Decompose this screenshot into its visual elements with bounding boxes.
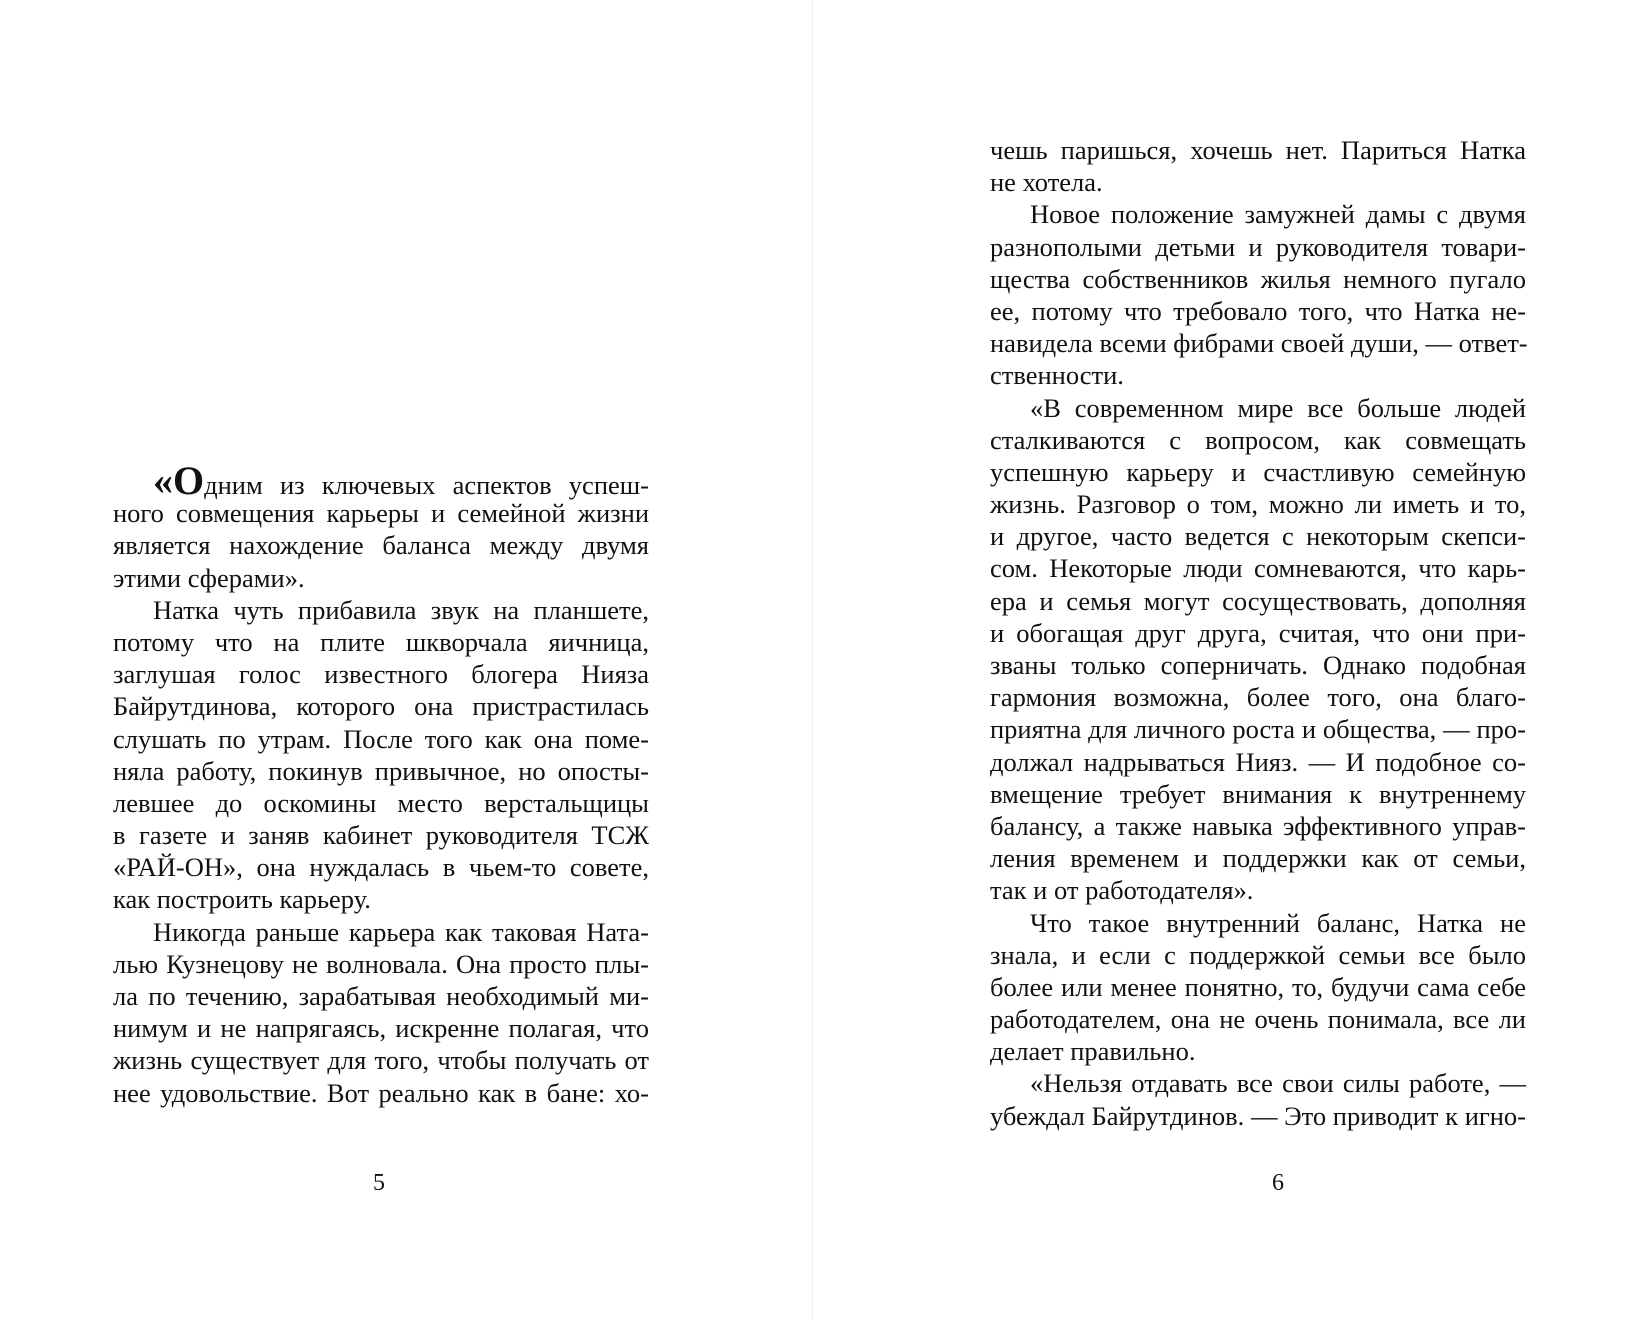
text-line: Что такое внутренний баланс, Натка не xyxy=(1030,907,1526,938)
text-line: Никогда раньше карьера как таковая Ната- xyxy=(153,916,649,947)
text-line: этими сферами». xyxy=(113,562,305,593)
text-line: как построить карьеру. xyxy=(113,884,371,915)
paragraph xyxy=(113,916,649,1109)
text-line: нее удовольствие. Вот реально как в бане: хо- xyxy=(113,1077,649,1108)
text-line: ственности. xyxy=(990,360,1124,391)
text-line: жизнь. Разговор о том, можно ли иметь и то, xyxy=(990,489,1526,520)
text-line: слушать по утрам. После того как она поме- xyxy=(113,723,649,754)
left-text-block xyxy=(113,458,649,1109)
text-line: ления временем и поддержки как от семьи, xyxy=(990,843,1526,874)
text-line: не хотела. xyxy=(990,167,1103,198)
text-line: является нахождение баланса между двумя xyxy=(113,530,649,561)
text-line: Байрутдинова, которого она пристрастилась xyxy=(113,691,649,722)
text-line: разнополыми детьми и руководителя товари- xyxy=(990,231,1526,262)
text-line: в газете и заняв кабинет руководителя ТСЖ xyxy=(113,820,649,851)
text-line: Натка чуть прибавила звук на планшете, xyxy=(153,594,649,625)
text-line: «РАЙ-ОН», она нуждалась в чьем-то совете, xyxy=(113,852,649,883)
paragraph xyxy=(990,198,1526,391)
text-line: работодателем, она не очень понимала, все ли xyxy=(990,1004,1526,1035)
text-line: лью Кузнецову не волновала. Она просто плы- xyxy=(113,948,649,979)
text-line: знала, и если с поддержкой семьи все было xyxy=(990,939,1526,970)
text-line: заглушая голос известного блогера Нияза xyxy=(113,659,649,690)
left-page xyxy=(0,0,812,1318)
drop-cap: «О xyxy=(153,458,205,503)
text-line: «В современном мире все больше людей xyxy=(1030,392,1526,423)
text-line: балансу, а также навыка эффективного управ- xyxy=(990,810,1526,841)
text-line: приятна для личного роста и общества, — про- xyxy=(990,714,1526,745)
text-line: и другое, часто ведется с некоторым скепси- xyxy=(990,521,1526,552)
text-line: ера и семья могут сосуществовать, дополняя xyxy=(990,585,1526,616)
text-line: Новое положение замужней дамы с двумя xyxy=(1030,199,1526,230)
text-line: вмещение требует внимания к внутреннему xyxy=(990,778,1526,809)
text-line: ного совмещения карьеры и семейной жизни xyxy=(113,498,649,529)
text-line: щества собственников жилья немного пугало xyxy=(990,263,1526,294)
text-line-content: дним из ключевых аспектов успеш- xyxy=(204,470,649,500)
paragraph xyxy=(990,392,1526,907)
text-line: более или менее понятно, то, будучи сама себе xyxy=(990,971,1526,1002)
text-line: потому что на плите шкворчала яичница, xyxy=(113,626,649,657)
text-line: делает правильно. xyxy=(990,1036,1196,1067)
page-number-right: 6 xyxy=(1272,1170,1284,1196)
paragraph xyxy=(990,134,1526,198)
text-line: чешь паришься, хочешь нет. Париться Натка xyxy=(990,135,1526,165)
text-line: сом. Некоторые люди сомневаются, что карь- xyxy=(990,553,1526,584)
text-line: званы только соперничать. Однако подобная xyxy=(990,650,1526,680)
paragraph xyxy=(990,1067,1526,1131)
paragraph xyxy=(113,594,649,916)
text-line: ла по течению, зарабатывая необходимый ми- xyxy=(113,981,649,1011)
text-line: няла работу, покинув привычное, но опосты- xyxy=(113,755,649,786)
text-line: так и от работодателя». xyxy=(990,875,1254,906)
text-line: «Нельзя отдавать все свои силы работе, — xyxy=(1030,1068,1526,1099)
text-line: должал надрываться Нияз. — И подобное со- xyxy=(990,746,1526,777)
text-line xyxy=(113,458,649,503)
page-number-left: 5 xyxy=(373,1170,385,1196)
text-line: навидела всеми фибрами своей души, — ответ- xyxy=(990,328,1528,359)
text-line: гармония возможна, более того, она благо- xyxy=(990,682,1526,713)
paragraph xyxy=(113,458,649,594)
right-text-block xyxy=(990,134,1526,1132)
text-line: сталкиваются с вопросом, как совмещать xyxy=(990,424,1526,455)
text-line: убеждал Байрутдинов. — Это приводит к игно- xyxy=(990,1100,1526,1131)
text-line: ее, потому что требовало того, что Натка не- xyxy=(990,295,1526,326)
paragraph xyxy=(990,907,1526,1068)
text-line: жизнь существует для того, чтобы получать от xyxy=(113,1045,649,1076)
text-line: успешную карьеру и счастливую семейную xyxy=(990,456,1526,487)
text-line: и обогащая друг друга, считая, что они при- xyxy=(990,617,1526,648)
text-line: нимум и не напрягаясь, искренне полагая, что xyxy=(113,1013,649,1044)
right-page xyxy=(813,0,1625,1318)
text-line: левшее до оскомины место верстальщицы xyxy=(113,787,649,818)
